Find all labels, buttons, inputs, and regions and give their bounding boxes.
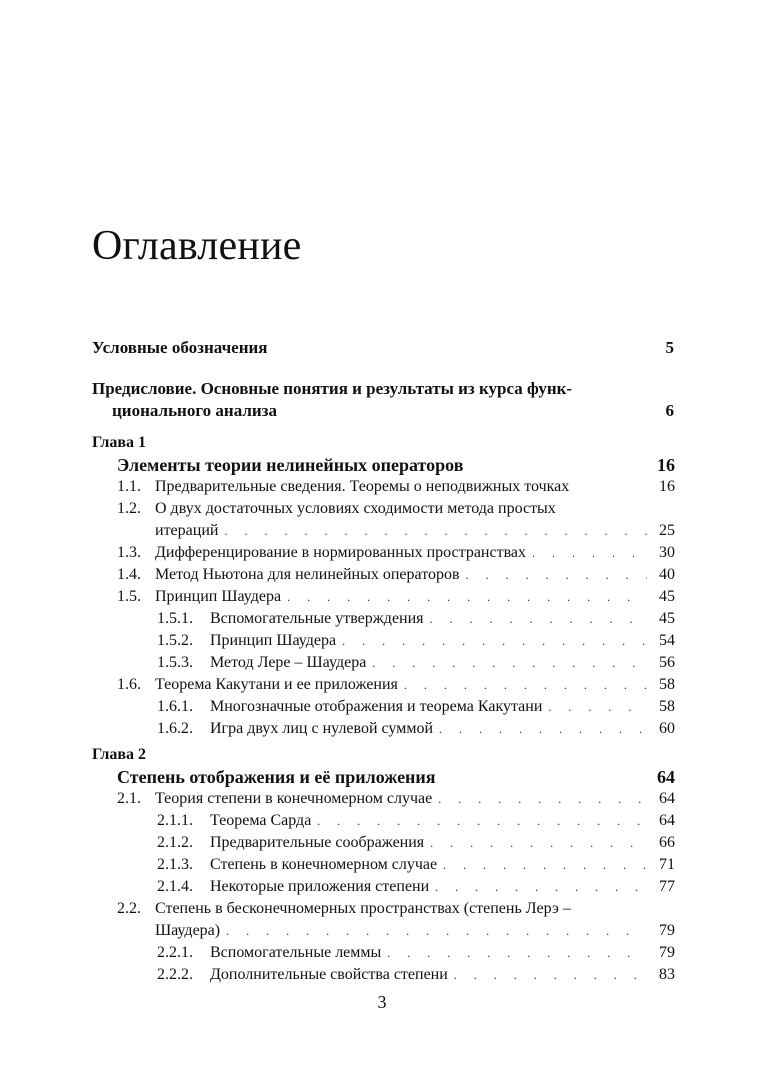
toc-entry-2-1-4[interactable] — [157, 876, 675, 898]
toc-entry-preface-cont[interactable] — [112, 400, 674, 422]
toc-entry-text: Принцип Шаудера — [155, 588, 282, 605]
toc-entry-text: Степень в бесконечномерных пространствах (степень Лерэ – — [155, 900, 571, 917]
toc-entry-page: 5 — [665, 338, 674, 357]
toc-entry-text: Элементы теории нелинейных операторов — [117, 455, 464, 475]
dot-leader — [218, 520, 647, 542]
toc-entry-notation[interactable] — [92, 337, 674, 359]
toc-entry-2-1-2[interactable] — [157, 832, 675, 854]
dot-leader — [448, 964, 647, 986]
toc-entry-page: 40 — [659, 566, 675, 583]
toc-entry-page: 54 — [659, 632, 675, 649]
toc-entry-text: Теорема Сарда — [210, 812, 312, 829]
toc-entry-page: 16 — [657, 455, 675, 475]
toc-entry-preface[interactable] — [92, 378, 674, 400]
dot-leader — [433, 718, 647, 740]
toc-entry-page: 16 — [659, 478, 675, 495]
toc-entry-text: итераций — [155, 522, 219, 539]
toc-entry-page: 60 — [659, 720, 675, 737]
toc-entry-1-5-2[interactable] — [157, 630, 675, 652]
chapter-1-label: Глава 1 — [92, 434, 146, 451]
dot-leader — [437, 854, 647, 876]
toc-entry-text: Теорема Какутани и ее приложения — [155, 676, 398, 693]
toc-entry-1-2-cont[interactable] — [155, 520, 675, 542]
dot-leader — [220, 920, 647, 942]
toc-entry-1-4[interactable] — [117, 564, 675, 586]
toc-entry-number: 2.2.1. — [157, 944, 193, 961]
toc-entry-page: 71 — [659, 856, 675, 873]
toc-entry-text: Предварительные соображения — [210, 834, 425, 851]
toc-entry-number: 1.1. — [117, 478, 141, 495]
toc-entry-text: Некоторые приложения степени — [210, 878, 430, 895]
toc-entry-page: 77 — [659, 878, 675, 895]
chapter-2-label: Глава 2 — [92, 746, 146, 763]
toc-entry-page: 25 — [659, 522, 675, 539]
toc-entry-number: 2.1. — [117, 790, 141, 807]
toc-entry-text: Принцип Шаудера — [210, 632, 337, 649]
toc-entry-text: Вспомогательные утверждения — [210, 610, 424, 627]
toc-entry-number: 2.1.4. — [157, 878, 193, 895]
toc-entry-1-6[interactable] — [117, 674, 675, 696]
toc-entry-number: 1.5.2. — [157, 632, 193, 649]
page-number: 3 — [377, 992, 387, 1012]
toc-entry-page: 83 — [659, 966, 675, 983]
toc-entry-text: Метод Лере – Шаудера — [210, 654, 367, 671]
toc-entry-page: 64 — [659, 790, 675, 807]
dot-leader — [432, 788, 647, 810]
toc-entry-number: 1.5.1. — [157, 610, 193, 627]
toc-entry-text: Предисловие. Основные понятия и результаты из курса функ- — [92, 379, 573, 398]
toc-entry-1-2[interactable] — [117, 498, 675, 520]
dot-leader — [526, 542, 647, 564]
toc-entry-1-5-3[interactable] — [157, 652, 675, 674]
toc-entry-2-2-1[interactable] — [157, 942, 675, 964]
toc-entry-text: Дифференцирование в нормированных пространствах — [155, 544, 527, 561]
toc-entry-number: 2.2.2. — [157, 966, 193, 983]
toc-entry-1-6-1[interactable] — [157, 696, 675, 718]
toc-entry-number: 2.1.2. — [157, 834, 193, 851]
toc-entry-text: Шаудера) — [155, 922, 221, 939]
toc-entry-text: О двух достаточных условиях сходимости метода простых — [155, 500, 556, 517]
toc-entry-page: 79 — [659, 922, 675, 939]
toc-entry-page: 58 — [659, 676, 675, 693]
toc-entry-2-1-1[interactable] — [157, 810, 675, 832]
toc-entry-text: Условные обозначения — [92, 338, 268, 357]
toc-entry-page: 64 — [657, 767, 675, 787]
dot-leader — [366, 652, 647, 674]
dot-leader — [281, 586, 647, 608]
dot-leader — [424, 608, 647, 630]
toc-entry-2-1-3[interactable] — [157, 854, 675, 876]
toc-entry-number: 1.4. — [117, 566, 141, 583]
toc-entry-number: 1.3. — [117, 544, 141, 561]
toc-entry-text: Теория степени в конечномерном случае — [155, 790, 433, 807]
toc-entry-2-2[interactable] — [117, 898, 675, 920]
toc-entry-number: 2.1.1. — [157, 812, 193, 829]
toc-entry-2-1[interactable] — [117, 788, 675, 810]
dot-leader — [460, 564, 647, 586]
toc-entry-text: Предварительные сведения. Теоремы о неподвижных точках — [155, 478, 570, 495]
dot-leader — [424, 832, 647, 854]
toc-entry-number: 1.2. — [117, 500, 141, 517]
toc-entry-text: Многозначные отображения и теорема Какутани — [210, 698, 543, 715]
page-title: Оглавление — [92, 223, 302, 269]
dot-leader — [398, 674, 647, 696]
toc-entry-number: 1.5.3. — [157, 654, 193, 671]
toc-entry-text: Игра двух лиц с нулевой суммой — [210, 720, 434, 737]
dot-leader — [381, 942, 647, 964]
toc-entry-1-3[interactable] — [117, 542, 675, 564]
toc-entry-number: 1.5. — [117, 588, 141, 605]
toc-entry-number: 1.6. — [117, 676, 141, 693]
dot-leader — [429, 876, 647, 898]
toc-entry-text: Дополнительные свойства степени — [210, 966, 448, 983]
toc-entry-text: ционального анализа — [112, 401, 278, 420]
toc-entry-text: Метод Ньютона для нелинейных операторов — [155, 566, 460, 583]
toc-entry-page: 66 — [659, 834, 675, 851]
toc-entry-page: 45 — [659, 588, 675, 605]
toc-entry-page: 56 — [659, 654, 675, 671]
toc-entry-1-5-1[interactable] — [157, 608, 675, 630]
chapter-1-title[interactable] — [117, 454, 675, 476]
toc-entry-number: 1.6.1. — [157, 698, 193, 715]
chapter-2-title[interactable] — [117, 766, 675, 788]
toc-entry-page: 64 — [659, 812, 675, 829]
toc-entry-1-6-2[interactable] — [157, 718, 675, 740]
toc-entry-2-2-2[interactable] — [157, 964, 675, 986]
dot-leader — [542, 696, 647, 718]
dot-leader — [311, 810, 647, 832]
toc-entry-1-1[interactable] — [117, 476, 675, 498]
dot-leader — [336, 630, 647, 652]
toc-entry-page: 30 — [659, 544, 675, 561]
toc-entry-2-2-cont[interactable] — [155, 920, 675, 942]
toc-entry-text: Степень отображения и её приложения — [117, 767, 436, 787]
toc-entry-page: 45 — [659, 610, 675, 627]
toc-entry-text: Вспомогательные леммы — [210, 944, 382, 961]
toc-entry-page: 6 — [665, 401, 674, 420]
toc-entry-1-5[interactable] — [117, 586, 675, 608]
toc-entry-number: 2.2. — [117, 900, 141, 917]
toc-entry-page: 58 — [659, 698, 675, 715]
toc-entry-page: 79 — [659, 944, 675, 961]
toc-entry-number: 1.6.2. — [157, 720, 193, 737]
toc-entry-text: Степень в конечномерном случае — [210, 856, 438, 873]
toc-entry-number: 2.1.3. — [157, 856, 193, 873]
